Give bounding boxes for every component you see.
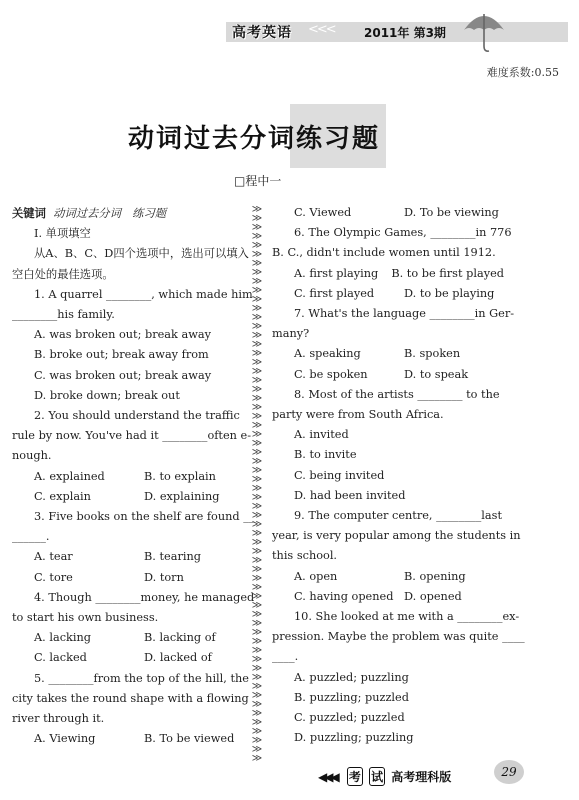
question-text: rule by now. You've had it ________often e- xyxy=(12,429,252,443)
footer-arrows-icon: ◀◀◀ xyxy=(318,770,337,784)
option: C. was broken out; break away xyxy=(34,368,212,382)
question-text: pression. Maybe the problem was quite ____ xyxy=(272,630,525,644)
question-text: ____. xyxy=(272,650,299,664)
option: D. To be viewing xyxy=(404,206,499,219)
question-text: river through it. xyxy=(12,712,105,726)
footer-label xyxy=(318,767,451,786)
footer-edition: 高考理科版 xyxy=(391,770,452,784)
question-text: this school. xyxy=(272,549,338,563)
left-column xyxy=(12,203,255,749)
question-text: city takes the round shape with a flowing xyxy=(12,691,249,705)
option-row xyxy=(12,568,244,588)
journal-name: 高考英语 xyxy=(232,25,292,41)
instruction-line: 空白处的最佳选项。 xyxy=(12,267,114,281)
option-row xyxy=(272,365,504,385)
option-row xyxy=(12,547,244,567)
option: B. tearing xyxy=(144,550,201,564)
option-row xyxy=(272,203,504,223)
option: A. open xyxy=(294,569,338,583)
option-row xyxy=(272,587,504,607)
option: D. had been invited xyxy=(294,488,406,502)
option: C. first played xyxy=(294,286,375,300)
option: D. broke down; break out xyxy=(34,388,180,402)
umbrella-icon xyxy=(462,8,506,54)
keywords: 动词过去分词 练习题 xyxy=(53,207,167,220)
footer-box: 考 xyxy=(347,767,363,786)
option: D. explaining xyxy=(144,489,220,503)
option-row xyxy=(12,467,244,487)
option: D. puzzling; puzzling xyxy=(294,731,414,745)
option-row xyxy=(272,264,504,284)
page-title: 动词过去分词练习题 xyxy=(128,124,381,154)
question-text: B. C., didn't include women until 1912. xyxy=(272,246,496,260)
footer-box: 试 xyxy=(369,767,385,786)
option-row xyxy=(272,344,504,364)
option: C. explain xyxy=(34,489,91,503)
option: B. to explain xyxy=(144,469,216,483)
option: A. lacking xyxy=(34,631,91,645)
option: C. lacked xyxy=(34,651,87,665)
option: D. opened xyxy=(404,589,462,603)
option: D. torn xyxy=(144,570,184,584)
option: B. spoken xyxy=(404,347,461,361)
option: D. to be playing xyxy=(404,286,495,300)
question-text: year, is very popular among the students in xyxy=(272,529,521,543)
header-chevrons: <<< xyxy=(308,22,335,37)
option: C. puzzled; puzzled xyxy=(294,711,405,725)
option: D. lacked of xyxy=(144,651,212,665)
option: A. invited xyxy=(294,428,349,442)
option: B. broke out; break away from xyxy=(34,348,209,362)
author: □程中一 xyxy=(234,174,282,188)
keywords-label: 关键词 xyxy=(12,206,46,220)
option-row xyxy=(12,729,244,749)
question-text: ______. xyxy=(12,530,50,544)
keywords-line xyxy=(12,203,244,224)
instruction-line: 从A、B、C、D四个选项中，选出可以填入 xyxy=(34,247,249,261)
option: C. Viewed xyxy=(294,206,352,219)
question-text: 2. You should understand the traffic xyxy=(34,409,240,423)
option: C. being invited xyxy=(294,468,385,482)
question-text: 5. ________from the top of the hill, the xyxy=(34,671,249,685)
option: B. to invite xyxy=(294,448,357,462)
question-text: 3. Five books on the shelf are found __ xyxy=(34,510,255,524)
option: A. speaking xyxy=(294,347,361,361)
question-text: 10. She looked at me with a ________ex- xyxy=(294,610,520,624)
option: B. puzzling; puzzled xyxy=(294,690,409,704)
question-text: 8. Most of the artists ________ to the xyxy=(294,387,500,401)
option: A. puzzled; puzzling xyxy=(294,670,409,684)
option-row xyxy=(272,284,504,304)
difficulty-coefficient: 难度系数:0.55 xyxy=(486,66,559,79)
option: A. was broken out; break away xyxy=(34,328,211,342)
question-text: ________his family. xyxy=(12,308,115,322)
question-text: to start his own business. xyxy=(12,611,159,625)
question-text: 4. Though ________money, he managed xyxy=(34,590,255,604)
section-heading: Ⅰ. 单项填空 xyxy=(34,227,91,241)
option: A. tear xyxy=(34,550,73,564)
option: D. to speak xyxy=(404,367,469,381)
right-column xyxy=(272,203,525,748)
question-text: 1. A quarrel ________, which made him xyxy=(34,287,253,301)
column-divider: ≫ ≫ ≫ ≫ ≫ ≫ ≫ ≫ ≫ ≫ ≫ ≫ ≫ ≫ ≫ ≫ ≫ ≫ ≫ ≫ ≫ ≫ ≫ ≫ ≫ ≫ ≫ ≫ ≫ ≫ ≫ ≫ ≫ ≫ ≫ ≫ ≫ ≫ ≫ ≫ ≫ ≫ ≫ ≫ ≫ ≫ ≫ ≫ ≫ ≫ ≫ ≫ ≫ ≫ ≫ ≫ ≫ ≫ ≫ ≫ ≫ ≫ xyxy=(251,204,263,764)
option: B. opening xyxy=(404,569,466,583)
option: C. tore xyxy=(34,570,73,584)
option-row xyxy=(12,628,244,648)
question-text: 7. What's the language ________in Ger- xyxy=(294,307,515,321)
question-text: party were from South Africa. xyxy=(272,408,444,422)
option-row xyxy=(272,567,504,587)
option-row xyxy=(12,648,244,668)
question-text: 6. The Olympic Games, ________in 776 xyxy=(294,226,512,240)
page-number: 29 xyxy=(494,760,524,784)
option: A. Viewing xyxy=(34,732,96,746)
option: C. having opened xyxy=(294,589,394,603)
question-text: nough. xyxy=(12,449,52,463)
question-text: many? xyxy=(272,327,310,341)
option: A. explained xyxy=(34,469,105,483)
option: A. first playing xyxy=(294,266,379,280)
option: B. to be first played xyxy=(391,266,504,280)
option: B. lacking of xyxy=(144,631,216,645)
question-text: 9. The computer centre, ________last xyxy=(294,509,502,523)
option: B. To be viewed xyxy=(144,732,235,746)
option: C. be spoken xyxy=(294,367,368,381)
issue-label: 2011年 第3期 xyxy=(364,26,446,40)
option-row xyxy=(12,487,244,507)
